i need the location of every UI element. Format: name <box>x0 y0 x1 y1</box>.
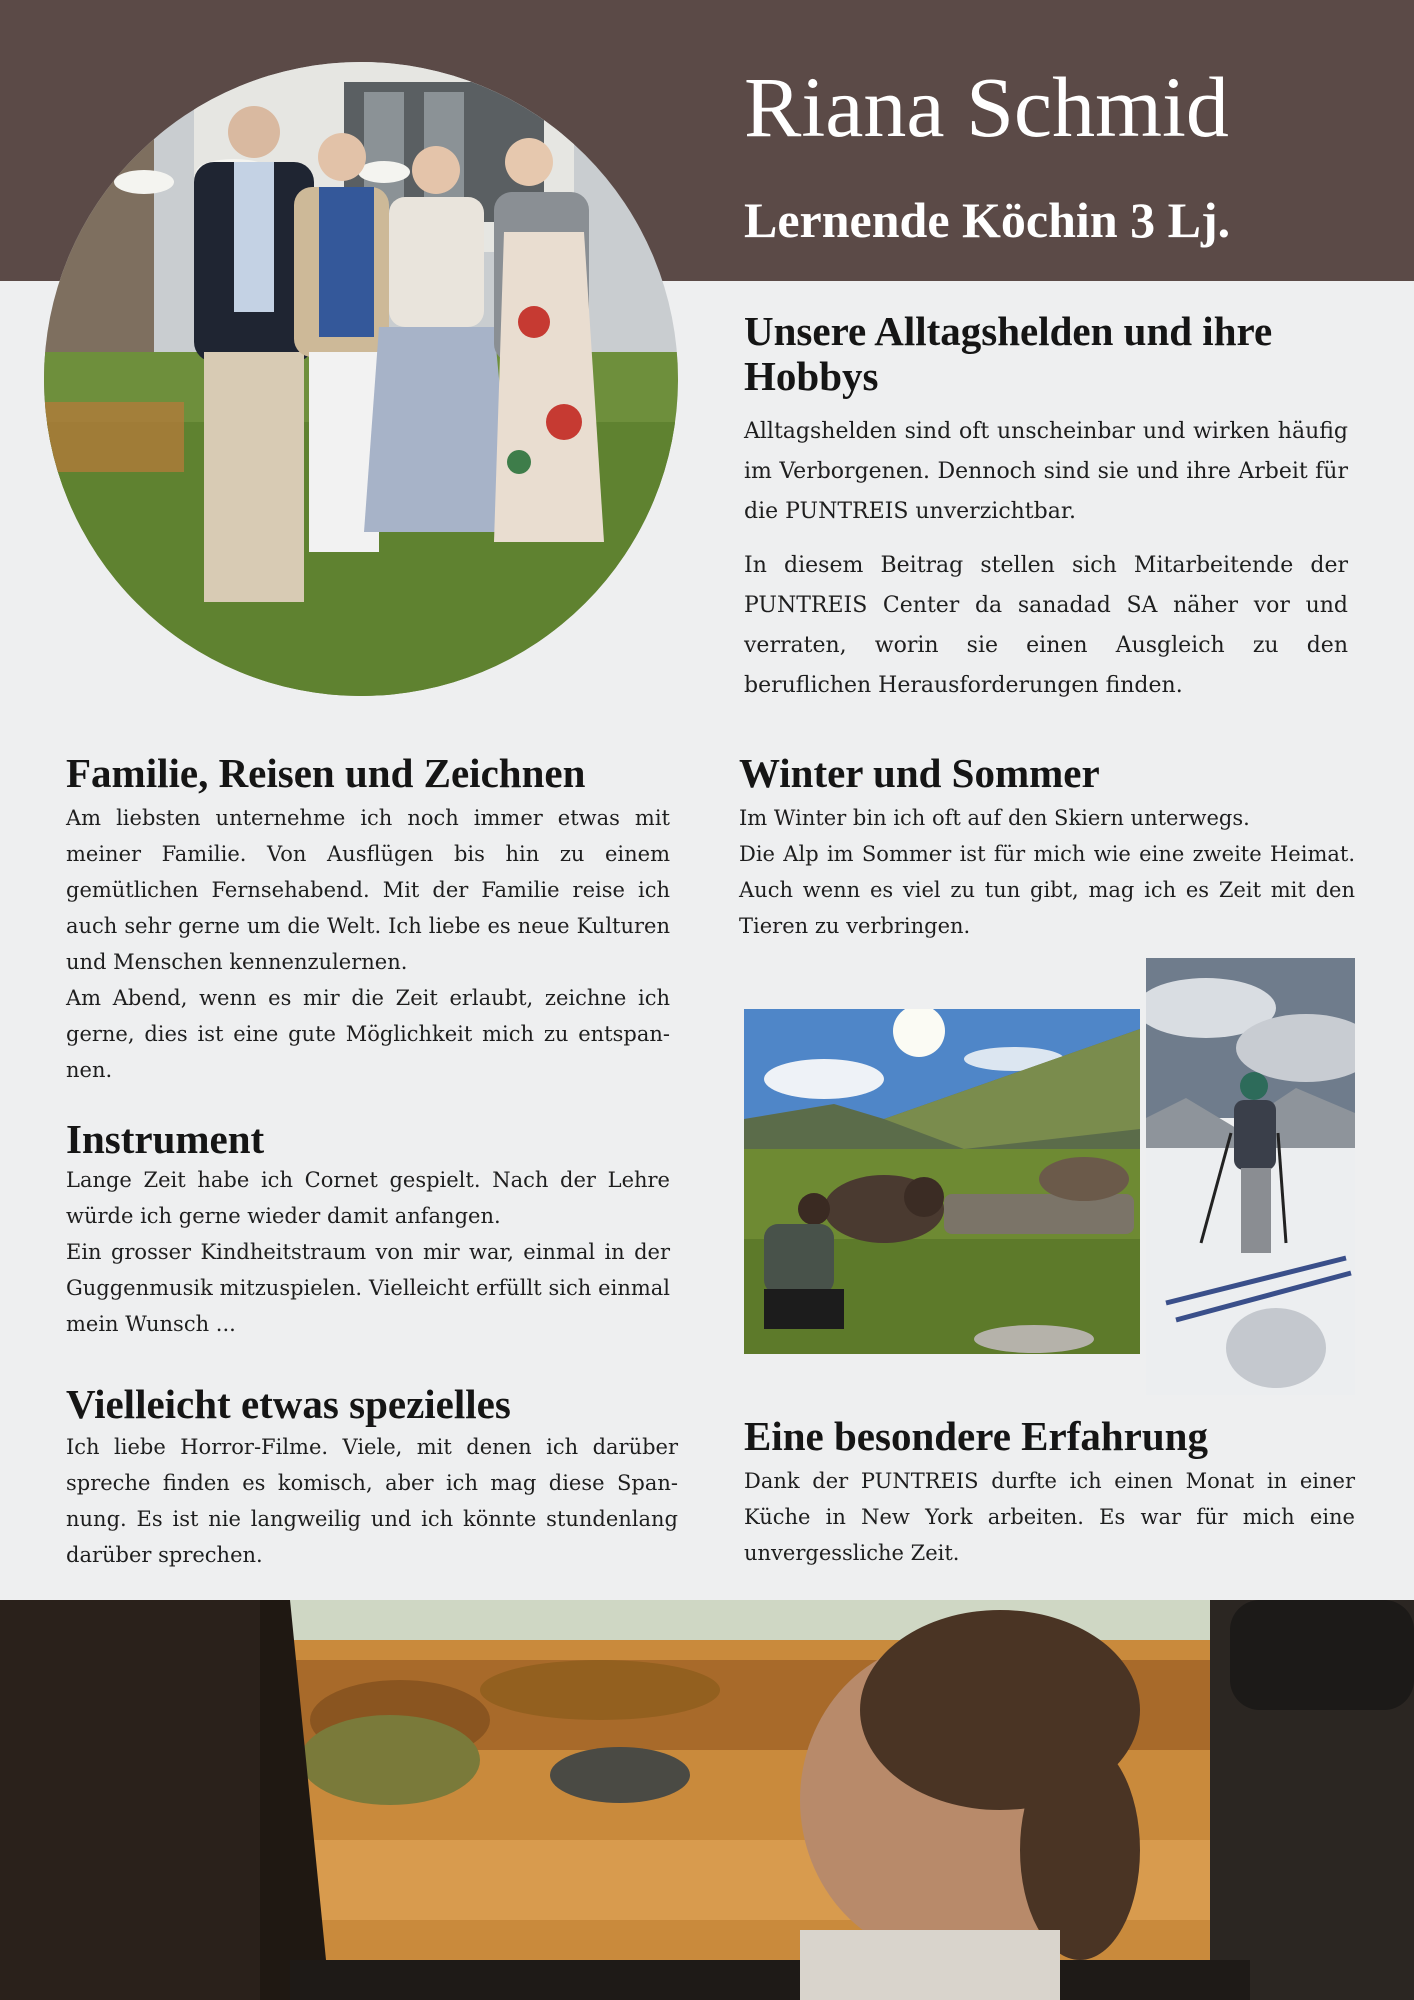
erfahrung-section <box>744 1414 1355 1571</box>
instrument-heading: Instrument <box>66 1116 265 1162</box>
speziell-heading: Vielleicht etwas spezielles <box>66 1381 511 1427</box>
speziell-section <box>66 1382 678 1573</box>
person-name: Riana Schmid <box>744 59 1229 155</box>
winter-heading: Winter und Sommer <box>739 750 1100 796</box>
familie-paragraph: Am liebsten unternehme ich noch immer etwas mit meiner Familie. Von Ausflügen bis hin zu einem gemütlichen Fernsehabend. Mit der Familie reise ich auch sehr gerne um die Welt. Ich liebe es neue Kulturen und Menschen kennenzulernen. <box>66 806 670 974</box>
family-photo <box>44 62 678 696</box>
intro-section <box>744 309 1348 706</box>
familie-paragraph: Am Abend, wenn es mir die Zeit erlaubt, zeichne ich gerne, dies ist eine gute Möglichkeit mich zu entspannen. <box>66 986 670 1082</box>
instrument-section <box>66 1117 670 1342</box>
instrument-paragraph: Lange Zeit habe ich Cornet gespielt. Nach der Lehre würde ich gerne wieder damit anfangen. <box>66 1168 670 1228</box>
familie-heading: Familie, Reisen und Zeichnen <box>66 750 586 796</box>
ski-photo <box>1146 958 1355 1395</box>
safari-photo <box>0 1600 1414 2000</box>
speziell-paragraph: Ich liebe Horror-Filme. Viele, mit denen ich darüber spreche finden es komisch, aber ich mag diese Spannung. Es ist nie langweilig und ich könnte stundenlang darüber sprechen. <box>66 1435 678 1567</box>
erfahrung-paragraph: Dank der PUNTREIS durfte ich einen Monat in einer Küche in New York arbeiten. Es war für mich eine unvergessliche Zeit. <box>744 1469 1355 1565</box>
intro-heading: Unsere Alltagshelden und ihre Hobbys <box>744 308 1273 399</box>
winter-section <box>739 751 1355 944</box>
winter-paragraph: Im Winter bin ich oft auf den Skiern unterwegs. <box>739 806 1250 830</box>
instrument-paragraph: Ein grosser Kindheitstraum von mir war, einmal in der Guggenmusik mitzuspielen. Vielleicht erfüllt sich einmal mein Wunsch ... <box>66 1240 670 1336</box>
erfahrung-heading: Eine besondere Erfahrung <box>744 1413 1208 1459</box>
intro-paragraph: Alltagshelden sind oft unscheinbar und wirken häufig im Verborgenen. Dennoch sind sie und ihre Arbeit für die PUNTREIS unverzichtbar. <box>744 419 1348 524</box>
winter-paragraph: Die Alp im Sommer ist für mich wie eine zweite Heimat. Auch wenn es viel zu tun gibt, mag ich es Zeit mit den Tieren zu verbringen. <box>739 842 1355 938</box>
intro-paragraph: In diesem Beitrag stellen sich Mitarbeitende der PUNTREIS Center da sanadad SA näher vor und verraten, worin sie einen Ausgleich zu den beruflichen Herausforderungen finden. <box>744 553 1348 698</box>
person-role: Lernende Köchin 3 Lj. <box>744 192 1231 248</box>
alp-cow-photo <box>744 1009 1140 1354</box>
familie-section <box>66 751 670 1088</box>
